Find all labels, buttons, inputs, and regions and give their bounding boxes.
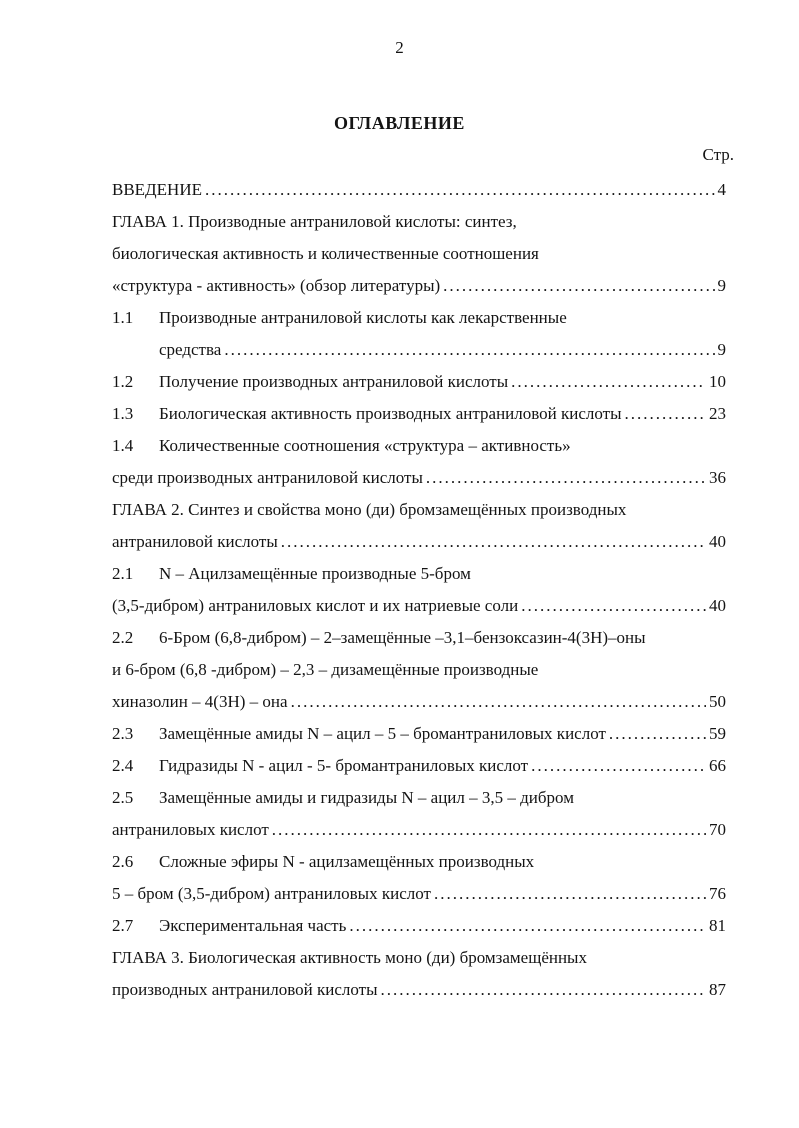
toc-entry-page: 70 xyxy=(709,820,726,839)
toc-entry-page: 81 xyxy=(709,916,726,935)
toc-entry-number: 2.7 xyxy=(112,916,134,935)
dot-leader xyxy=(349,914,706,938)
toc-entry xyxy=(112,210,726,234)
toc-entry-text: Получение производных антраниловой кислоты xyxy=(159,372,509,391)
toc-entry-page: 23 xyxy=(709,404,726,423)
dot-leader xyxy=(281,530,706,554)
dot-leader xyxy=(521,594,706,618)
toc-entry-number: 1.2 xyxy=(112,372,134,391)
toc-entry-page: 50 xyxy=(709,692,726,711)
page-column-label: Стр. xyxy=(702,145,734,164)
toc-entry-text: N – Ацилзамещённые производные 5-бром xyxy=(159,564,471,583)
toc-entry xyxy=(112,402,726,426)
toc-entry xyxy=(112,818,726,842)
toc-entry xyxy=(112,594,726,618)
toc-entry xyxy=(112,562,726,586)
page-number: 2 xyxy=(395,38,404,57)
toc-entry-number: 1.4 xyxy=(112,436,134,455)
toc-entry-page: 10 xyxy=(709,372,726,391)
toc-entry xyxy=(112,690,726,714)
toc-entry xyxy=(112,754,726,778)
toc-entry-page: 59 xyxy=(709,724,726,743)
toc-entry-text: ГЛАВА 2. Синтез и свойства моно (ди) бромзамещённых производных xyxy=(112,500,627,519)
toc-entry-text: биологическая активность и количественные соотношения xyxy=(112,244,539,263)
toc-entry xyxy=(112,498,726,522)
toc-entry-text: ГЛАВА 3. Биологическая активность моно (ди) бромзамещённых xyxy=(112,948,587,967)
toc-entry-text: Производные антраниловой кислоты как лекарственные xyxy=(159,308,567,327)
toc-entry-page: 9 xyxy=(717,276,726,295)
toc-entry-text: Биологическая активность производных антраниловой кислоты xyxy=(159,404,622,423)
toc-entry-text: ВВЕДЕНИЕ xyxy=(112,180,202,199)
toc-entry-number: 1.1 xyxy=(112,308,134,327)
dot-leader xyxy=(224,338,714,362)
toc-entry-text: Количественные соотношения «структура – активность» xyxy=(159,436,571,455)
dot-leader xyxy=(381,978,706,1002)
toc-entry-text: хиназолин – 4(3Н) – она xyxy=(112,692,288,711)
toc-entry-text: Экспериментальная часть xyxy=(159,916,347,935)
dot-leader xyxy=(205,178,715,202)
dot-leader xyxy=(443,274,714,298)
toc-entry-text: 6-Бром (6,8-дибром) – 2–замещённые –3,1–бензоксазин-4(3Н)–оны xyxy=(159,628,646,647)
toc-entry xyxy=(112,722,726,746)
toc-entry-page: 40 xyxy=(709,596,726,615)
dot-leader xyxy=(609,722,706,746)
toc-entry xyxy=(112,306,726,330)
toc-entry xyxy=(112,850,726,874)
toc-entry-text: ГЛАВА 1. Производные антраниловой кислоты: синтез, xyxy=(112,212,517,231)
toc-entry xyxy=(112,626,726,650)
dot-leader xyxy=(531,754,706,778)
toc-entry-page: 66 xyxy=(709,756,726,775)
dot-leader xyxy=(291,690,706,714)
toc-entry xyxy=(112,242,726,266)
toc-entry-text: антраниловой кислоты xyxy=(112,532,278,551)
toc-entry-text: «структура - активность» (обзор литературы) xyxy=(112,276,441,295)
toc-entry-text: (3,5-дибром) антраниловых кислот и их натриевые соли xyxy=(112,596,519,615)
toc-entry-number: 2.6 xyxy=(112,852,134,871)
toc-entry-number: 2.1 xyxy=(112,564,134,583)
toc-entry xyxy=(112,274,726,298)
toc-entry-page: 76 xyxy=(709,884,726,903)
toc-entry-text: производных антраниловой кислоты xyxy=(112,980,378,999)
toc-entry-number: 2.5 xyxy=(112,788,134,807)
dot-leader xyxy=(511,370,706,394)
toc-entry xyxy=(112,338,726,362)
toc-entry-text: и 6-бром (6,8 -дибром) – 2,3 – дизамещённые производные xyxy=(112,660,539,679)
toc-entry xyxy=(112,914,726,938)
toc-title: ОГЛАВЛЕНИЕ xyxy=(334,113,465,133)
toc-entry-text: Сложные эфиры N - ацилзамещённых производных xyxy=(159,852,535,871)
toc-entry-text: Гидразиды N - ацил - 5- бромантраниловых кислот xyxy=(159,756,529,775)
toc-entry-page: 40 xyxy=(709,532,726,551)
toc-entry-number: 2.2 xyxy=(112,628,134,647)
toc-entry-number: 2.4 xyxy=(112,756,134,775)
toc-entry-text: 5 – бром (3,5-дибром) антраниловых кислот xyxy=(112,884,431,903)
toc-entry xyxy=(112,786,726,810)
toc-entry-page: 9 xyxy=(717,340,726,359)
dot-leader xyxy=(625,402,706,426)
toc-entry-page: 36 xyxy=(709,468,726,487)
toc-entry xyxy=(112,978,726,1002)
toc-entry-text: антраниловых кислот xyxy=(112,820,269,839)
toc-entry xyxy=(112,530,726,554)
toc-entry xyxy=(112,658,726,682)
toc-entry-text: Замещённые амиды N – ацил – 5 – бромантраниловых кислот xyxy=(159,724,606,743)
toc-entry xyxy=(112,370,726,394)
toc-entry-number: 2.3 xyxy=(112,724,134,743)
dot-leader xyxy=(434,882,706,906)
toc-entry-text: средства xyxy=(159,340,222,359)
toc-entry xyxy=(112,882,726,906)
toc-entry-page: 4 xyxy=(717,180,726,199)
toc-entry xyxy=(112,434,726,458)
toc-entry xyxy=(112,178,726,202)
toc-entry-number: 1.3 xyxy=(112,404,134,423)
toc-entry-text: Замещённые амиды и гидразиды N – ацил – 3,5 – дибром xyxy=(159,788,574,807)
dot-leader xyxy=(426,466,706,490)
toc-entry xyxy=(112,466,726,490)
toc-entry-text: среди производных антраниловой кислоты xyxy=(112,468,423,487)
dot-leader xyxy=(272,818,706,842)
toc-entry-page: 87 xyxy=(709,980,726,999)
toc-entry xyxy=(112,946,726,970)
